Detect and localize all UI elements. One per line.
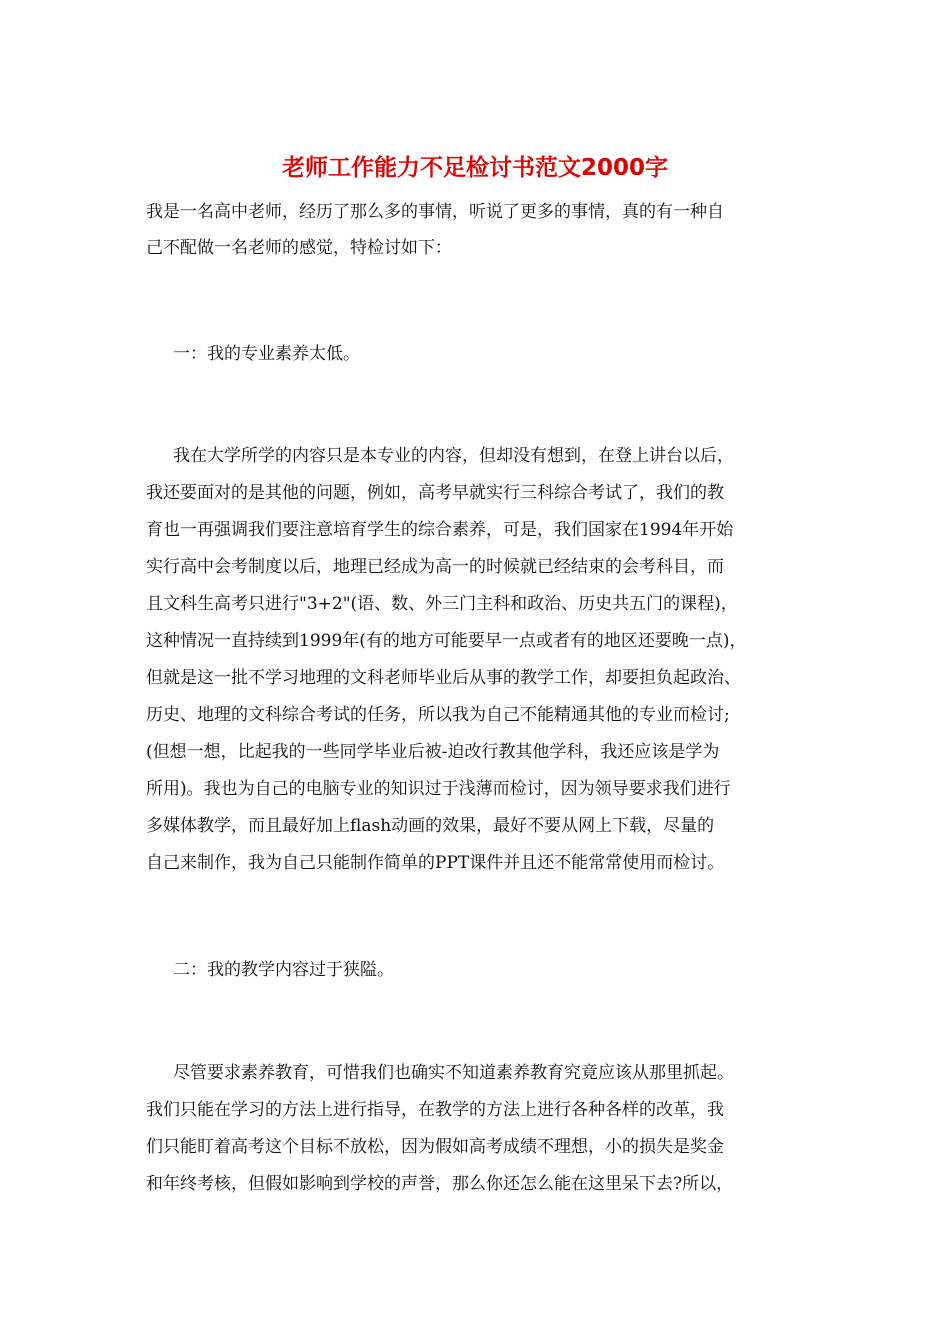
section1-heading: 一：我的专业素养太低。	[173, 344, 360, 364]
section1-line: 这种情况一直持续到1999年(有的地方可能要早一点或者有的地区还要晚一点)，	[146, 631, 747, 651]
intro-line: 我是一名高中老师，经历了那么多的事情，听说了更多的事情，真的有一种自	[146, 202, 724, 222]
section1-line: 自己来制作，我为自己只能制作简单的PPT课件并且还不能常常使用而检讨。	[146, 853, 725, 873]
section1-line: 我还要面对的是其他的问题，例如，高考早就实行三科综合考试了，我们的教	[146, 483, 724, 503]
section1-line: 且文科生高考只进行"3+2"(语、数、外三门主科和政治、历史共五门的课程)，	[146, 594, 738, 614]
section1-line: 所用)。我也为自己的电脑专业的知识过于浅薄而检讨，因为领导要求我们进行	[146, 779, 731, 799]
section2-line: 尽管要求素养教育，可惜我们也确实不知道素养教育究竟应该从那里抓起。	[173, 1063, 734, 1083]
section1-line: 育也一再强调我们要注意培育学生的综合素养，可是，我们国家在1994年开始	[146, 520, 734, 540]
section1-line: (但想一想，比起我的一些同学毕业后被-迫改行教其他学科，我还应该是学为	[146, 742, 720, 762]
page-title: 老师工作能力不足检讨书范文2000字	[281, 155, 668, 181]
section2-line: 我们只能在学习的方法上进行指导，在教学的方法上进行各种各样的改革，我	[146, 1100, 724, 1120]
section2-line: 和年终考核，但假如影响到学校的声誉，那么你还怎么能在这里呆下去?所以，	[146, 1174, 734, 1194]
section1-line: 我在大学所学的内容只是本专业的内容，但却没有想到，在登上讲台以后，	[173, 446, 734, 466]
section1-line: 多媒体教学，而且最好加上flash动画的效果，最好不要从网上下载，尽量的	[146, 816, 715, 836]
section2-heading: 二：我的教学内容过于狭隘。	[173, 960, 394, 980]
section2-line: 们只能盯着高考这个目标不放松，因为假如高考成绩不理想，小的损失是奖金	[146, 1137, 724, 1157]
section1-line: 历史、地理的文科综合考试的任务，所以我为自己不能精通其他的专业而检讨;	[146, 705, 730, 725]
intro-line: 己不配做一名老师的感觉，特检讨如下：	[146, 238, 452, 258]
section1-line: 实行高中会考制度以后，地理已经成为高一的时候就已经结束的会考科目，而	[146, 557, 724, 577]
section1-line: 但就是这一批不学习地理的文科老师毕业后从事的教学工作，却要担负起政治、	[146, 668, 741, 688]
